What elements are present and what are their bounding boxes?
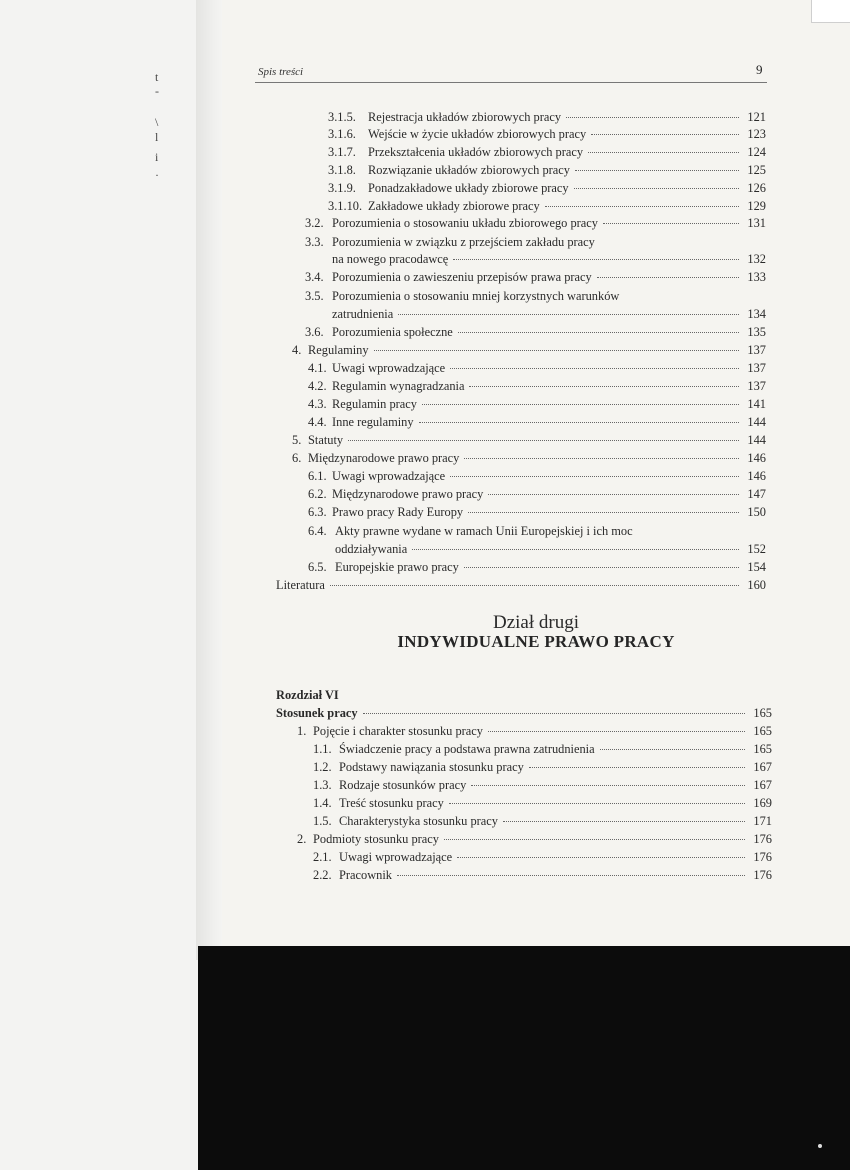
toc-page: 146 (747, 451, 766, 465)
toc-number: 6.2. (308, 487, 327, 501)
toc-entry (335, 540, 766, 558)
toc-title: Porozumienia o zawieszeniu przepisów prawa pracy (332, 270, 592, 284)
corner-fold (811, 0, 850, 23)
toc-title: Przekształcenia układów zbiorowych pracy (368, 145, 584, 159)
toc-page: 167 (753, 760, 772, 774)
toc-page: 123 (747, 127, 766, 141)
toc-title: Charakterystyka stosunku pracy (339, 814, 498, 828)
toc-page: 121 (747, 110, 766, 124)
toc-number: 1. (297, 724, 307, 738)
toc-number: 1.3. (313, 778, 332, 792)
toc-number: 3.3. (305, 235, 324, 249)
dot-leader (348, 439, 739, 441)
toc-page: 137 (747, 379, 766, 393)
toc-title: Porozumienia społeczne (332, 325, 453, 339)
dot-leader (600, 748, 745, 750)
toc-number: 3.1.7. (328, 145, 356, 159)
toc-entry-first-line (308, 522, 633, 540)
dot-leader (412, 548, 739, 550)
toc-entry (313, 794, 772, 812)
toc-title: Wejście w życie układów zbiorowych pracy (368, 127, 587, 141)
dot-leader (458, 331, 739, 333)
toc-page: 165 (753, 742, 772, 756)
dot-leader (422, 403, 739, 405)
dot-leader (464, 566, 739, 568)
toc-entry (328, 179, 766, 197)
toc-number: 4.1. (308, 361, 327, 375)
toc-title: Świadczenie pracy a podstawa prawna zatrudnienia (339, 742, 595, 756)
toc-entry (313, 866, 772, 884)
toc-entry (308, 485, 766, 503)
toc-entry (328, 143, 766, 161)
toc-entry (332, 250, 766, 268)
toc-number: 4.3. (308, 397, 327, 411)
toc-number: 2.1. (313, 850, 332, 864)
toc-title: Zakładowe układy zbiorowe pracy (368, 199, 540, 213)
toc-title: Akty prawne wydane w ramach Unii Europejskiej i ich moc (335, 524, 633, 538)
toc-title: Treść stosunku pracy (339, 796, 444, 810)
toc-page: 137 (747, 361, 766, 375)
toc-number: 6.1. (308, 469, 327, 483)
toc-title: Uwagi wprowadzające (332, 469, 446, 483)
toc-entry (328, 125, 766, 143)
toc-title: Stosunek pracy (276, 706, 358, 720)
toc-title: Uwagi wprowadzające (332, 361, 446, 375)
dot-leader (457, 856, 745, 858)
toc-title: Pracownik (339, 868, 392, 882)
toc-title: Literatura (276, 578, 325, 592)
dot-leader (574, 187, 739, 189)
toc-number: 6. (292, 451, 302, 465)
toc-page: 176 (753, 850, 772, 864)
toc-entry (313, 740, 772, 758)
toc-number: 3.1.8. (328, 163, 356, 177)
toc-entry (292, 431, 766, 449)
toc-title: Inne regulaminy (332, 415, 414, 429)
toc-number: 3.1.6. (328, 127, 356, 141)
toc-number: 4.2. (308, 379, 327, 393)
toc-title: Europejskie prawo pracy (335, 560, 459, 574)
scan-background (198, 946, 850, 1170)
toc-title: Międzynarodowe prawo pracy (308, 451, 460, 465)
toc-title: Statuty (308, 433, 344, 447)
dot-leader (444, 838, 745, 840)
toc-number: 3.6. (305, 325, 324, 339)
header-rule (255, 82, 767, 83)
toc-number: 3.1.5. (328, 110, 356, 124)
dot-leader (566, 116, 739, 118)
toc-entry (297, 830, 772, 848)
toc-title: Rozwiązanie układów zbiorowych pracy (368, 163, 570, 177)
toc-title-cont: na nowego pracodawcę (332, 252, 449, 266)
toc-number: 2.2. (313, 868, 332, 882)
dot-leader (469, 385, 739, 387)
toc-page: 137 (747, 343, 766, 357)
toc-page: 131 (747, 216, 766, 230)
toc-number: 1.1. (313, 742, 332, 756)
toc-page: 154 (747, 560, 766, 574)
toc-title: Ponadzakładowe układy zbiorowe pracy (368, 181, 569, 195)
toc-number: 3.1.10. (328, 199, 363, 213)
dot-leader (464, 457, 739, 459)
dot-leader (575, 169, 739, 171)
dot-leader (545, 205, 739, 207)
toc-title: Pojęcie i charakter stosunku pracy (313, 724, 483, 738)
toc-entry (308, 377, 766, 395)
dot-leader (603, 222, 739, 224)
toc-number: 1.2. (313, 760, 332, 774)
toc-entry (332, 305, 766, 323)
margin-mark: t (155, 70, 159, 84)
toc-entry (313, 848, 772, 866)
toc-page: 150 (747, 505, 766, 519)
toc-page: 141 (747, 397, 766, 411)
toc-page: 167 (753, 778, 772, 792)
toc-entry (328, 161, 766, 179)
toc-number: 3.5. (305, 289, 324, 303)
toc-page: 144 (747, 415, 766, 429)
toc-entry (276, 704, 772, 722)
margin-mark: \ (155, 115, 159, 129)
toc-number: 4.4. (308, 415, 327, 429)
toc-title: Uwagi wprowadzające (339, 850, 453, 864)
dot-leader (471, 784, 745, 786)
dot-leader (453, 258, 739, 260)
running-title: Spis treści (258, 66, 304, 78)
toc-page: 160 (747, 578, 766, 592)
toc-title-cont: zatrudnienia (332, 307, 394, 321)
toc-entry (292, 341, 766, 359)
toc-page: 152 (747, 542, 766, 556)
toc-title: Prawo pracy Rady Europy (332, 505, 464, 519)
page-number: 9 (756, 62, 763, 77)
toc-number: 1.4. (313, 796, 332, 810)
toc-title: Rejestracja układów zbiorowych pracy (368, 110, 562, 124)
toc-page: 176 (753, 832, 772, 846)
toc-title: Regulamin wynagradzania (332, 379, 465, 393)
toc-page: 133 (747, 270, 766, 284)
toc-entry-first-line (305, 233, 595, 251)
toc-number: 5. (292, 433, 302, 447)
toc-page: 169 (753, 796, 772, 810)
dot-leader (597, 276, 739, 278)
margin-mark: i (155, 150, 159, 164)
left-page (0, 0, 200, 1170)
toc-title: Podmioty stosunku pracy (313, 832, 439, 846)
toc-entry (308, 395, 766, 413)
dot-leader (591, 133, 739, 135)
margin-mark: · (155, 168, 159, 182)
toc-entry (308, 413, 766, 431)
toc-entry (276, 576, 766, 594)
dot-leader (330, 584, 739, 586)
margin-mark: l (155, 130, 159, 144)
toc-page: 135 (747, 325, 766, 339)
toc-entry (305, 268, 766, 286)
toc-number: 4. (292, 343, 302, 357)
toc-entry (308, 359, 766, 377)
dot-leader (397, 874, 745, 876)
dot-leader (503, 820, 745, 822)
toc-title: Rodzaje stosunków pracy (339, 778, 467, 792)
toc-entry (308, 503, 766, 521)
dot-leader (488, 493, 739, 495)
dot-leader (588, 151, 739, 153)
section-subtitle: INDYWIDUALNE PRAWO PRACY (397, 632, 675, 651)
toc-page: 146 (747, 469, 766, 483)
toc-entry (305, 323, 766, 341)
toc-title: Porozumienia w związku z przejściem zakładu pracy (332, 235, 595, 249)
toc-entry (292, 449, 766, 467)
toc-page: 176 (753, 868, 772, 882)
toc-number: 3.4. (305, 270, 324, 284)
dot-leader (419, 421, 739, 423)
toc-page: 132 (747, 252, 766, 266)
toc-entry (313, 812, 772, 830)
toc-page: 165 (753, 724, 772, 738)
toc-number: 3.1.9. (328, 181, 356, 195)
toc-number: 6.3. (308, 505, 327, 519)
toc-title-cont: oddziaływania (335, 542, 408, 556)
dot-leader (398, 313, 739, 315)
toc-page: 144 (747, 433, 766, 447)
toc-title: Regulamin pracy (332, 397, 417, 411)
toc-page: 134 (747, 307, 766, 321)
toc-entry (313, 758, 772, 776)
toc-title: Porozumienia o stosowaniu układu zbiorowego pracy (332, 216, 598, 230)
dot-leader (374, 349, 739, 351)
toc-title: Międzynarodowe prawo pracy (332, 487, 484, 501)
margin-mark: - (155, 84, 159, 98)
dot-leader (450, 367, 739, 369)
toc-entry (305, 214, 766, 232)
toc-number: 6.5. (308, 560, 327, 574)
toc-entry-first-line (305, 287, 619, 305)
toc-page: 147 (747, 487, 766, 501)
chapter-label: Rozdział VI (276, 688, 339, 702)
toc-number: 3.2. (305, 216, 324, 230)
toc-entry (308, 558, 766, 576)
toc-title: Regulaminy (308, 343, 369, 357)
toc-number: 6.4. (308, 524, 327, 538)
dot-leader (449, 802, 745, 804)
section-title: Dział drugi (492, 612, 579, 633)
dot-leader (363, 712, 745, 714)
toc-entry (328, 108, 766, 126)
dot-leader (468, 511, 739, 513)
dot-leader (488, 730, 745, 732)
dot-leader (450, 475, 739, 477)
toc-entry (328, 197, 766, 215)
toc-page: 165 (753, 706, 772, 720)
toc-title: Porozumienia o stosowaniu mniej korzystnych warunków (332, 289, 620, 303)
toc-number: 1.5. (313, 814, 332, 828)
toc-entry (308, 467, 766, 485)
toc-page: 126 (747, 181, 766, 195)
dot-leader (529, 766, 745, 768)
toc-page: 129 (747, 199, 766, 213)
toc-entry (297, 722, 772, 740)
toc-entry (313, 776, 772, 794)
toc-page: 124 (747, 145, 766, 159)
toc-page: 171 (753, 814, 772, 828)
toc-title: Podstawy nawiązania stosunku pracy (339, 760, 524, 774)
dust-speck (818, 1144, 822, 1148)
toc-page: 125 (747, 163, 766, 177)
toc-number: 2. (297, 832, 307, 846)
